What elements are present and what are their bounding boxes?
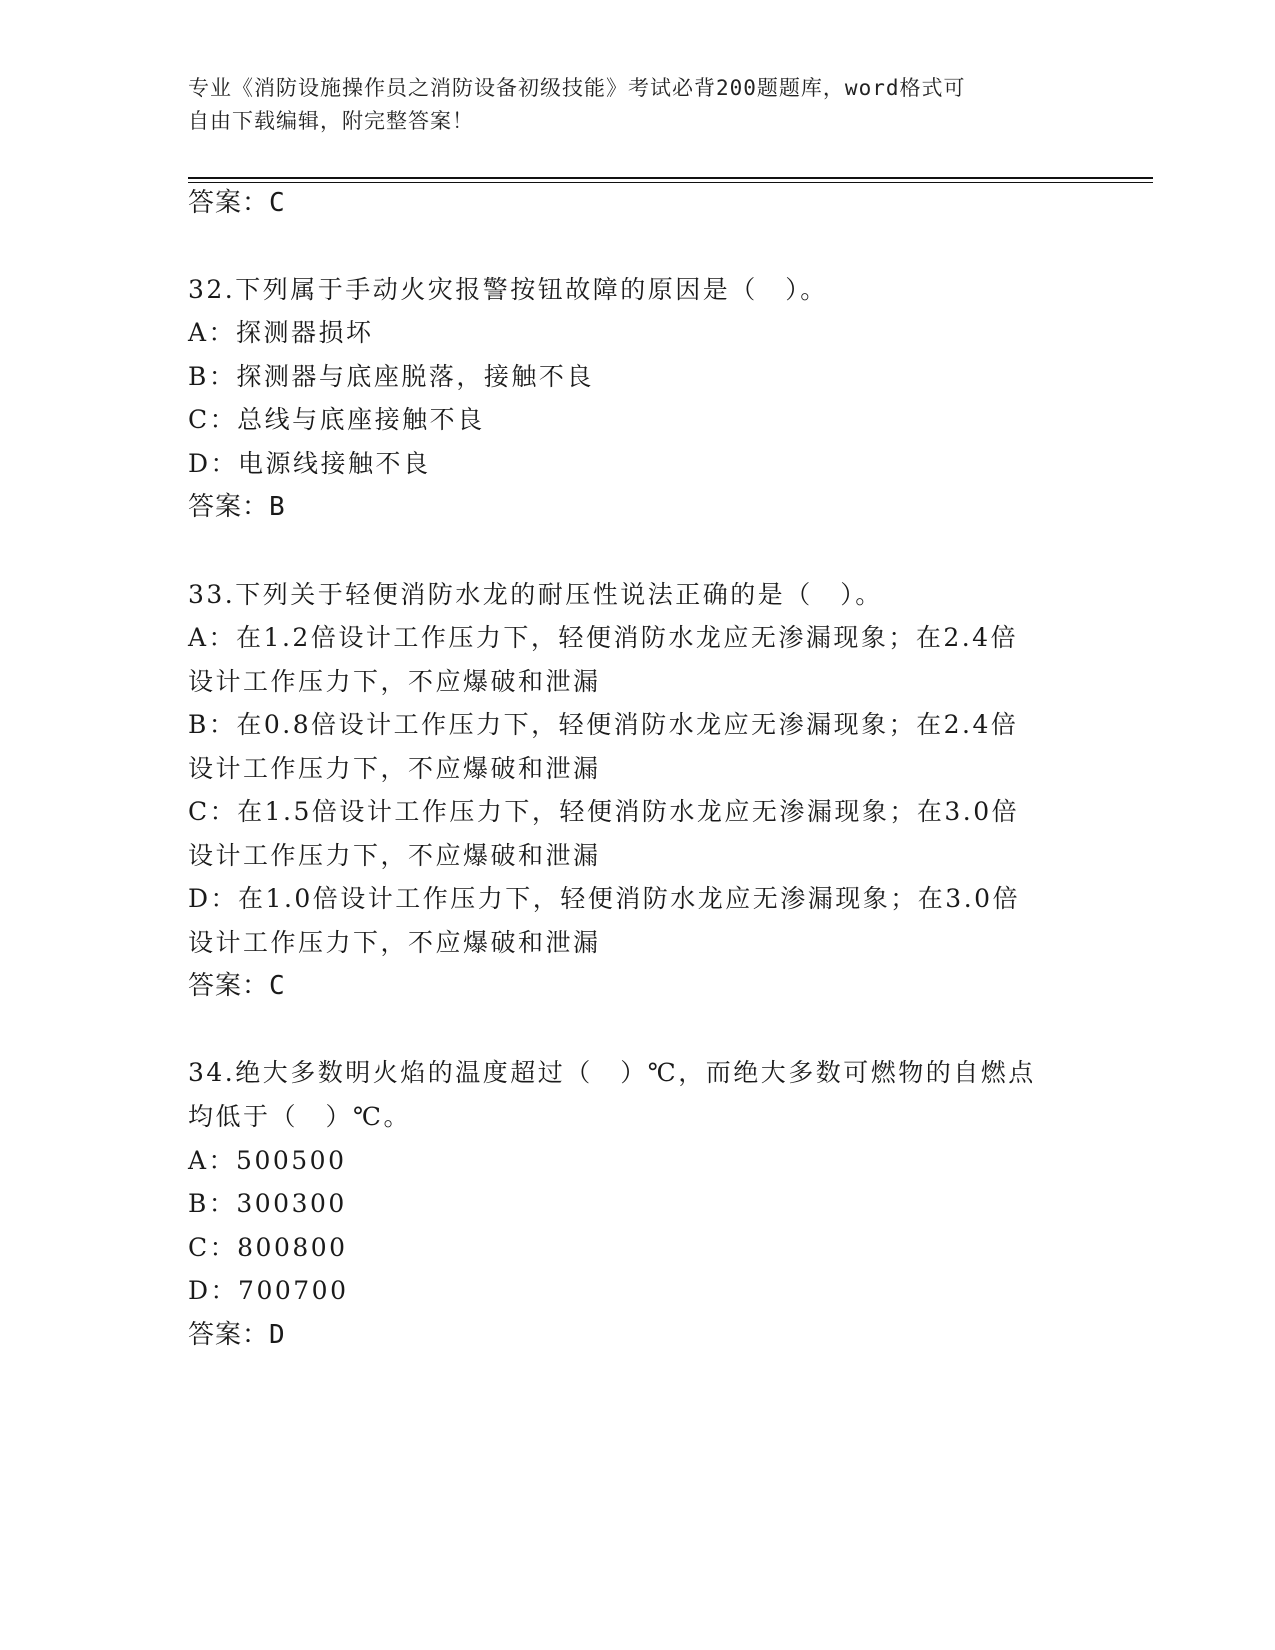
question-33-option-d-line-2: 设计工作压力下，不应爆破和泄漏 [188, 928, 601, 957]
question-34-option-a: A：500500 [188, 1146, 347, 1175]
question-33-option-b-line-1: B：在0.8倍设计工作压力下，轻便消防水龙应无渗漏现象；在2.4倍 [188, 710, 1019, 739]
question-33-option-a-line-1: A：在1.2倍设计工作压力下，轻便消防水龙应无渗漏现象；在2.4倍 [188, 623, 1019, 652]
answer-31: 答案：C [188, 188, 286, 218]
answer-34: 答案：D [188, 1320, 286, 1350]
question-34-text-line-2: 均低于（ ）℃。 [188, 1102, 411, 1131]
question-32-option-c: C：总线与底座接触不良 [188, 405, 485, 434]
question-33-text: 33.下列关于轻便消防水龙的耐压性说法正确的是（ ）。 [188, 580, 883, 609]
header-divider-thin [188, 182, 1153, 183]
question-33-option-a-line-2: 设计工作压力下，不应爆破和泄漏 [188, 667, 601, 696]
question-34-option-d: D：700700 [188, 1276, 349, 1305]
question-33-option-c-line-1: C：在1.5倍设计工作压力下，轻便消防水龙应无渗漏现象；在3.0倍 [188, 797, 1020, 826]
question-32-option-d: D：电源线接触不良 [188, 449, 431, 478]
question-34-option-c: C：800800 [188, 1233, 348, 1262]
question-34-option-b: B：300300 [188, 1189, 347, 1218]
answer-33: 答案：C [188, 971, 286, 1001]
question-33-option-d-line-1: D：在1.0倍设计工作压力下，轻便消防水龙应无渗漏现象；在3.0倍 [188, 884, 1021, 913]
question-32-option-b: B：探测器与底座脱落，接触不良 [188, 362, 594, 391]
question-32-option-a: A：探测器损坏 [188, 318, 374, 347]
answer-32: 答案：B [188, 492, 286, 522]
question-34-text-line-1: 34.绝大多数明火焰的温度超过（ ）℃，而绝大多数可燃物的自燃点 [188, 1058, 1036, 1087]
document-header [188, 72, 1068, 138]
question-33-option-c-line-2: 设计工作压力下，不应爆破和泄漏 [188, 841, 601, 870]
question-32-text: 32.下列属于手动火灾报警按钮故障的原因是（ ）。 [188, 275, 828, 304]
header-line-1: 专业《消防设施操作员之消防设备初级技能》考试必背200题题库，word格式可 [188, 76, 966, 100]
question-33-option-b-line-2: 设计工作压力下，不应爆破和泄漏 [188, 754, 601, 783]
header-divider-thick [188, 177, 1153, 179]
header-line-2: 自由下载编辑，附完整答案！ [188, 109, 474, 133]
